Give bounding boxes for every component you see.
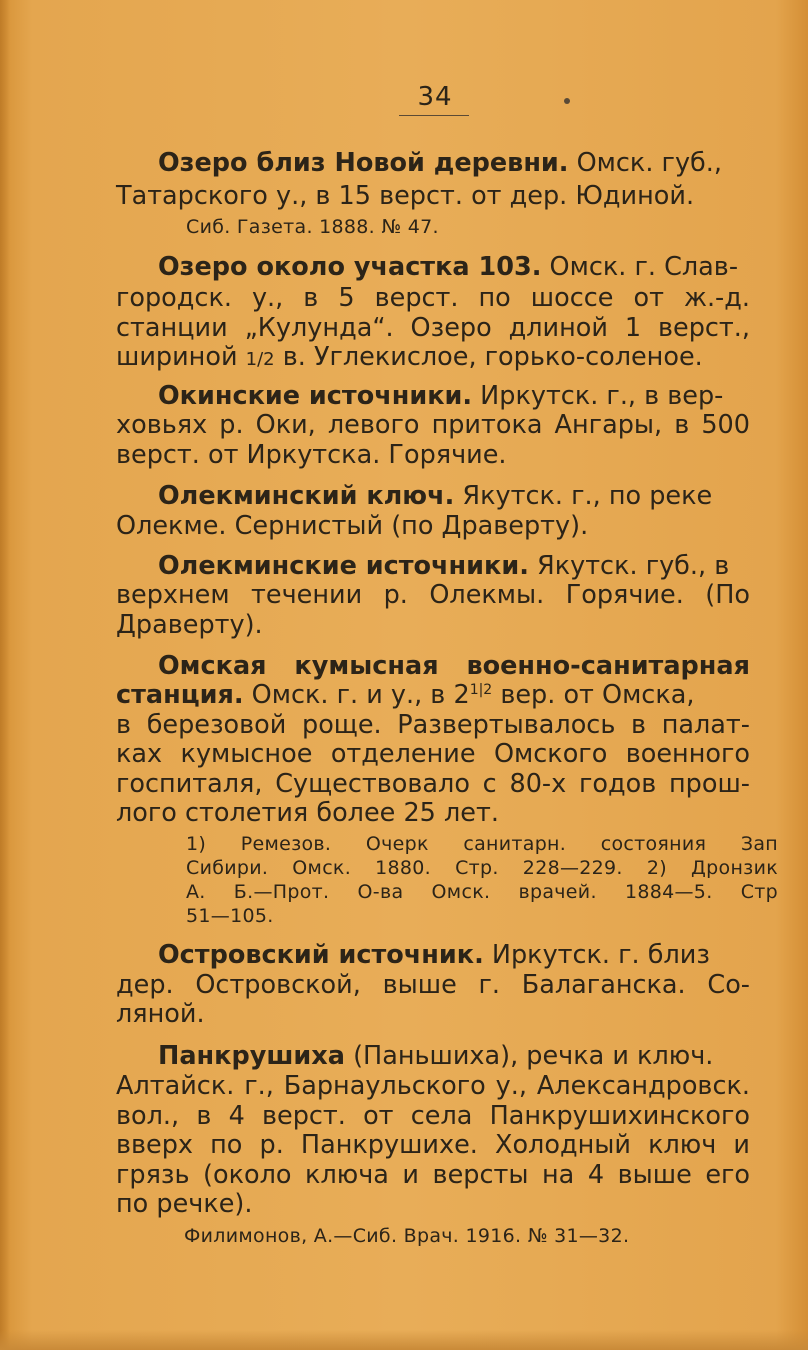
entry-title-continued: станция.	[116, 680, 244, 710]
entry-text: Омск. г. и у., в	[243, 680, 454, 710]
entry-line: станции „Кулунда“. Озеро длиной 1 верст.,	[116, 313, 750, 343]
entry-reference: Филимонов, А.—Сиб. Врач. 1916. № 31—32.	[184, 1225, 630, 1247]
entry-title: Озеро близ Новой деревни.	[158, 148, 569, 178]
entry-reference: 51—105.	[186, 905, 274, 927]
entry-line: грязь (около ключа и версты на 4 выше его	[116, 1160, 750, 1190]
entry-title: Олекминские источники.	[158, 551, 529, 581]
entry-title: Озеро около участка 103.	[158, 252, 542, 282]
entry-line: Алтайск. г., Барнаульского у., Александровск.	[116, 1071, 750, 1101]
entry-heading-line	[158, 940, 710, 970]
entry-reference: А. Б.—Прот. О-ва Омск. врачей. 1884—5. Стр	[186, 881, 778, 903]
entry-line: ках кумысное отделение Омского военного	[116, 739, 750, 769]
entry-title: Панкрушиха	[158, 1041, 345, 1071]
entry-text: Иркутск. г. близ	[483, 940, 710, 970]
entry-heading-line	[158, 551, 729, 581]
page-number-rule	[399, 115, 469, 116]
entry-text: Иркутск. г., в вер-	[472, 381, 724, 411]
distance-fraction: 1|2	[469, 682, 493, 698]
entry-title: Окинские источники.	[158, 381, 473, 411]
entry-text: вер. от Омска,	[492, 680, 695, 710]
entry-line: Татарского у., в 15 верст. от дер. Юдиной.	[116, 181, 695, 211]
page-number: 34	[417, 82, 453, 112]
entry-text: Якутск. г., по реке	[454, 481, 713, 511]
width-fraction: 1/2	[245, 349, 275, 370]
entry-line: госпиталя, Существовало с 80-х годов прош-	[116, 769, 750, 799]
entry-text: Омск. г. Слав-	[541, 252, 739, 282]
entry-line: верхнем течении р. Олекмы. Горячие. (По	[116, 580, 750, 610]
entry-text: (Паньшиха), речка и ключ.	[344, 1041, 714, 1071]
entry-reference: 1) Ремезов. Очерк санитарн. состояния Зап	[186, 833, 778, 855]
entry-line: ховьях р. Оки, левого притока Ангары, в 500	[116, 410, 750, 440]
entry-line: вверх по р. Панкрушихе. Холодный ключ и	[116, 1130, 750, 1160]
entry-line: ляной.	[116, 999, 205, 1029]
entry-line: дер. Островской, выше г. Балаганска. Со-	[116, 970, 750, 1000]
entry-heading-line	[158, 1041, 713, 1071]
entry-text: в. Углекислое, горько-соленое.	[274, 342, 703, 372]
entry-line: городск. у., в 5 верст. по шоссе от ж.-д.	[116, 283, 750, 313]
entry-line: вол., в 4 верст. от села Панкрушихинского	[116, 1101, 750, 1131]
entry-reference: Сибири. Омск. 1880. Стр. 228—229. 2) Дронзик	[186, 857, 778, 879]
entry-line: по речке).	[116, 1189, 253, 1219]
entry-title: Омская кумысная военно-санитарная	[158, 651, 750, 681]
entry-text: шириной	[116, 342, 246, 372]
entry-heading-line	[116, 680, 694, 710]
entry-text: Якутск. губ., в	[528, 551, 730, 581]
distance-whole: 2	[453, 680, 470, 710]
print-speck	[564, 98, 570, 104]
page-bottom-shadow	[0, 1330, 808, 1350]
entry-line	[116, 342, 703, 375]
entry-line: Драверту).	[116, 610, 263, 640]
entry-line: в березовой роще. Развертывалось в палат-	[116, 710, 750, 740]
entry-heading-line	[158, 481, 712, 511]
entry-line: верст. от Иркутска. Горячие.	[116, 440, 507, 470]
entry-line: лого столетия более 25 лет.	[116, 798, 499, 828]
entry-title: Олекминский ключ.	[158, 481, 455, 511]
entry-reference: Сиб. Газета. 1888. № 47.	[186, 216, 439, 238]
entry-heading-line	[158, 252, 738, 282]
entry-text: Омск. губ.,	[568, 148, 722, 178]
page-edge-shadow	[0, 0, 10, 1350]
entry-title: Островский источник.	[158, 940, 484, 970]
entry-line: Олекме. Сернистый (по Драверту).	[116, 511, 589, 541]
entry-heading-line	[158, 381, 723, 411]
entry-heading-line	[158, 148, 722, 178]
